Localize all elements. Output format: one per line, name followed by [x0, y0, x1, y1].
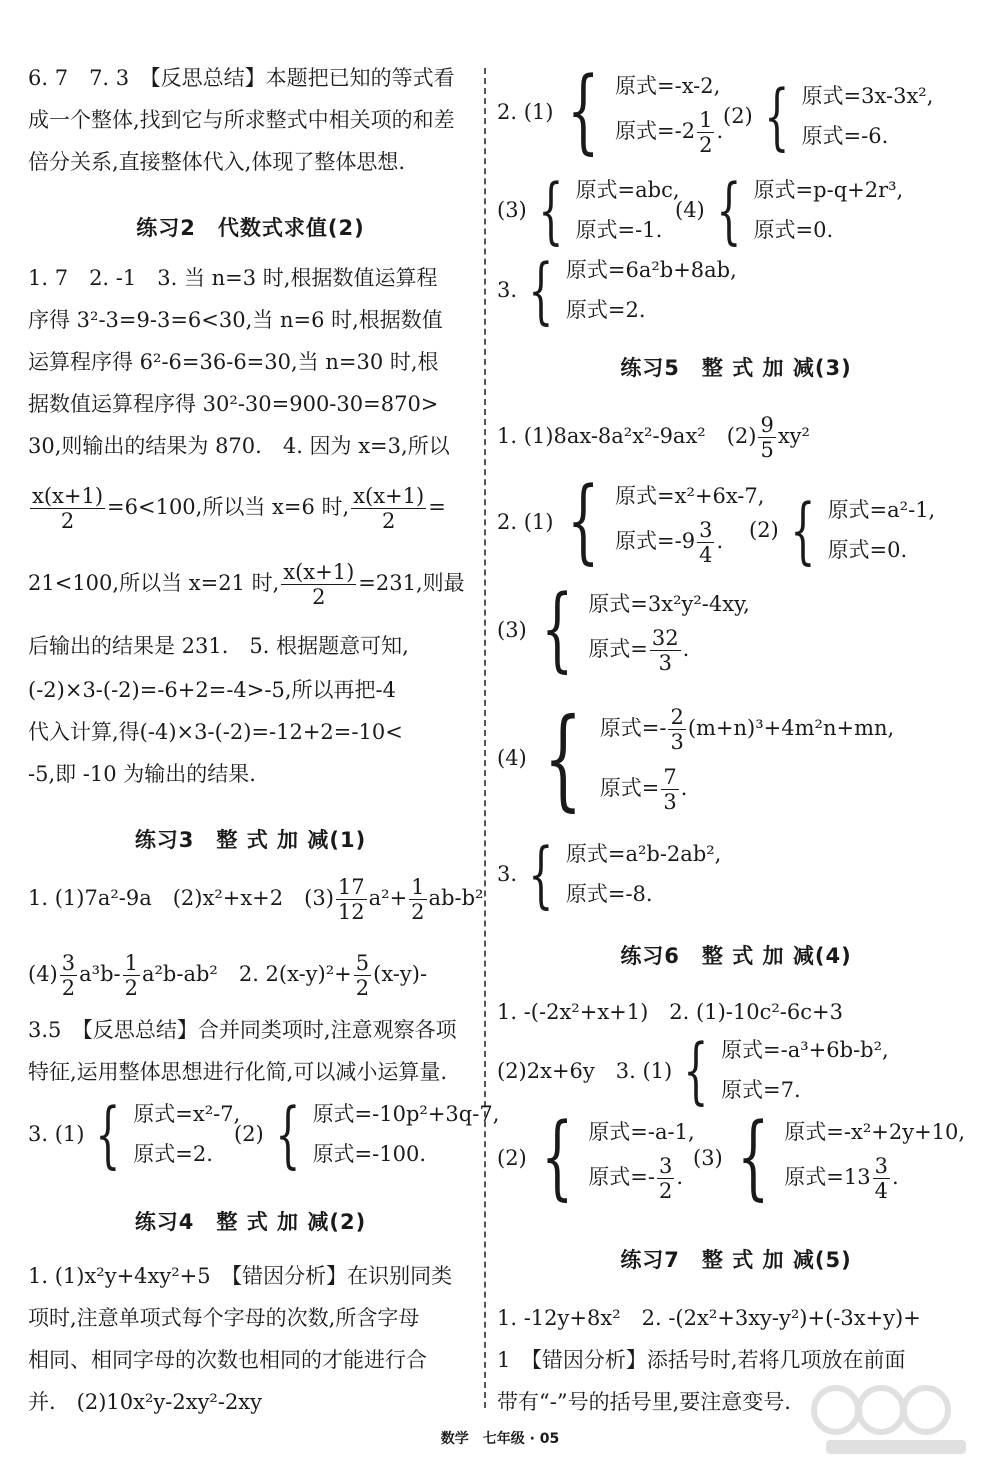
text-line: 据数值运算程序得 30²-30=900-30=870>	[28, 392, 439, 416]
section-heading: 练习2 代数式求值(2)	[136, 216, 365, 240]
equation-system: (2) { 原式=a²-1, 原式=0.	[749, 487, 936, 572]
formula-line: 1. (1)7a²-9a (2)x²+x+2 (3) $\frac{17}{12}$ a²+ $\frac{1}{2}$ ab-b²	[28, 875, 484, 924]
equation-system: (4) { 原式=- $\frac{2}{3}$ (m+n)³+4m²n+mn, 原式= $\frac{7}{3}$ .	[497, 693, 895, 822]
equation-system: 3. { 原式=6a²b+8ab, 原式=2.	[497, 247, 737, 332]
text-line: 1. (1)x²y+4xy²+5 【错因分析】在识别同类	[28, 1264, 453, 1288]
text-line: 30,则输出的结果为 870. 4. 因为 x=3,所以	[28, 434, 450, 458]
section-heading: 练习4 整 式 加 减(2)	[134, 1210, 367, 1234]
column-divider	[484, 68, 486, 1408]
formula-line: (4) $\frac{3}{2}$ a³b- $\frac{1}{2}$ a²b-ab² 2. 2(x-y)²+ $\frac{5}{2}$ (x-y)-	[28, 951, 428, 1000]
text-line: 序得 3²-3=9-3=6<30,当 n=6 时,根据数值	[28, 308, 443, 332]
formula-line: 1. (1)8ax-8a²x²-9ax² (2) $\frac{9}{5}$ xy²	[497, 413, 810, 462]
section-heading: 练习6 整 式 加 减(4)	[620, 944, 852, 968]
text-line: 项时,注意单项式每个字母的次数,所含字母	[28, 1306, 420, 1330]
text-line: 1. -12y+8x² 2. -(2x²+3xy-y²)+(-3x+y)+	[497, 1306, 921, 1330]
equation-system: (3) { 原式=abc, 原式=-1.	[497, 167, 680, 252]
text-line: 6. 7 7. 3 【反思总结】本题把已知的等式看	[28, 66, 455, 90]
equation-system: (2) { 原式=-a-1, 原式=- $\frac{3}{2}$ .	[497, 1103, 695, 1211]
text-line: 特征,运用整体思想进行化简,可以减小运算量.	[28, 1060, 448, 1084]
section-heading: 练习7 整 式 加 减(5)	[620, 1248, 852, 1272]
text-line: (-2)×3-(-2)=-6+2=-4>-5,所以再把-4	[28, 678, 396, 702]
text-line: 成一个整体,找到它与所求整式中相关项的和差	[28, 108, 455, 132]
text-line: 1 【错因分析】添括号时,若将几项放在前面	[497, 1348, 906, 1372]
equation-system: 2. (1) { 原式=x²+6x-7, 原式=-9 $\frac{3}{4}$ .	[497, 467, 765, 575]
equation-system: 3. (1) { 原式=x²-7, 原式=2.	[28, 1091, 241, 1176]
text-line: 代入计算,得(-4)×3-(-2)=-12+2=-10<	[28, 720, 403, 744]
equation-system: (3) { 原式=-x²+2y+10, 原式=13 $\frac{3}{4}$ .	[693, 1103, 966, 1211]
formula-line: $\frac{x(x+1)}{2}$ =6<100,所以当 x=6 时, $\frac{x(x+1)}{2}$ =	[32, 484, 446, 533]
text-line: 运算程序得 6²-6=36-6=30,当 n=30 时,根	[28, 350, 439, 374]
text-line: 相同、相同字母的次数也相同的才能进行合	[28, 1348, 427, 1372]
section-heading: 练习5 整 式 加 减(3)	[620, 356, 852, 380]
equation-system: (2) { 原式=3x-3x², 原式=-6.	[723, 73, 934, 158]
text-line: 倍分关系,直接整体代入,体现了整体思想.	[28, 150, 406, 174]
text-line: 1. 7 2. -1 3. 当 n=3 时,根据数值运算程	[28, 266, 438, 290]
fraction: $\frac{x(x+1)}{2}$	[32, 484, 104, 533]
equation-system: 2. (1) { 原式=-x-2, 原式=-2 $\frac{1}{2}$ .	[497, 57, 724, 165]
text-line: -5,即 -10 为输出的结果.	[28, 762, 256, 786]
text-line: 带有“-”号的括号里,要注意变号.	[497, 1390, 791, 1414]
watermark-logo-icon	[806, 1380, 986, 1460]
text-line: 后输出的结果是 231. 5. 根据题意可知,	[28, 634, 409, 658]
section-heading: 练习3 整 式 加 减(1)	[134, 828, 367, 852]
page-footer: 数学 七年级 · 05	[440, 1431, 560, 1447]
equation-system: 3. { 原式=a²b-2ab², 原式=-8.	[497, 831, 722, 916]
formula-line: 21<100,所以当 x=21 时, $\frac{x(x+1)}{2}$ =231,则最	[28, 560, 465, 609]
text-line: 并. (2)10x²y-2xy²-2xy	[28, 1390, 263, 1414]
equation-system: (2)2x+6y 3. (1) { 原式=-a³+6b-b², 原式=7.	[497, 1027, 889, 1112]
equation-system: (2) { 原式=-10p²+3q-7, 原式=-100.	[234, 1091, 500, 1176]
fraction: $\frac{x(x+1)}{2}$	[353, 484, 425, 533]
fraction: $\frac{x(x+1)}{2}$	[283, 560, 355, 609]
equation-system: (4) { 原式=p-q+2r³, 原式=0.	[675, 167, 904, 252]
equation-system: (3) { 原式=3x²y²-4xy, 原式= $\frac{32}{3}$ .	[497, 575, 750, 683]
text-line: 1. -(-2x²+x+1) 2. (1)-10c²-6c+3	[497, 1000, 843, 1024]
text-line: 3.5 【反思总结】合并同类项时,注意观察各项	[28, 1018, 457, 1042]
